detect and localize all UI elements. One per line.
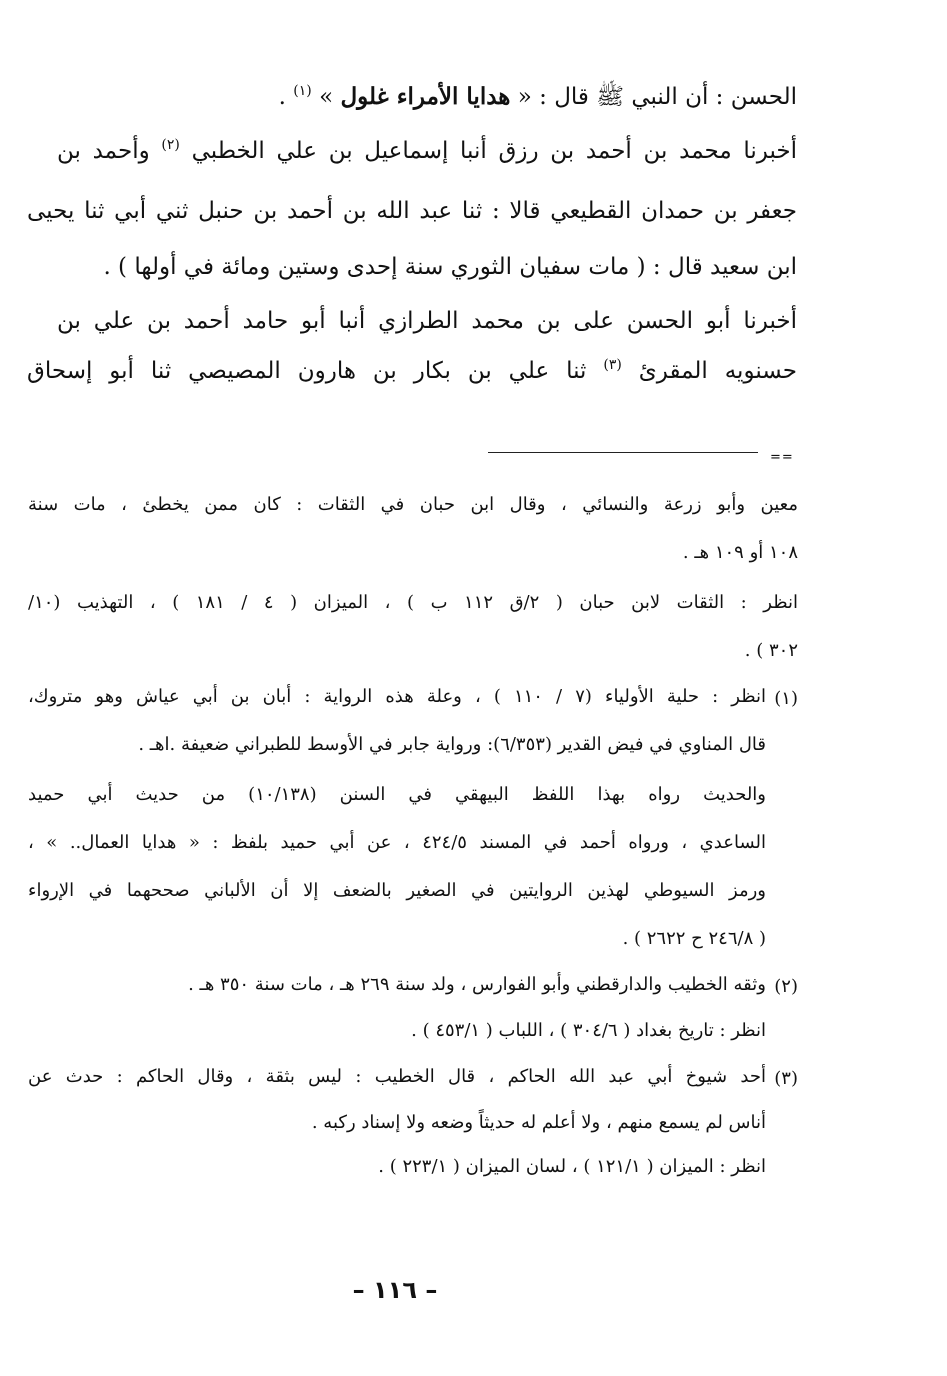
footnote-line: انظر : الميزان ( ١٢١/١ ) ، لسان الميزان ( ٢٢٣/١ ) . bbox=[378, 1156, 766, 1177]
main-text-line: أخبرنا أبو الحسن على بن محمد الطرازي أنبا أبو حامد أحمد بن علي بن bbox=[57, 308, 797, 334]
footnote-ref: (١) bbox=[293, 83, 312, 99]
footnote-line: قال المناوي في فيض القدير (٦/٣٥٣): ورواية جابر في الأوسط للطبراني ضعيفة .اهـ . bbox=[138, 734, 766, 755]
footnote-line: ورمز السيوطي لهذين الروايتين في الصغير بالضعف إلا أن الألباني صححهما في الإرواء bbox=[28, 880, 766, 901]
footnote-line: انظر : تاريخ بغداد ( ٣٠٤/٦ ) ، اللباب ( ٤٥٣/١ ) . bbox=[411, 1020, 766, 1041]
main-text-line: ابن سعيد قال : ( مات سفيان الثوري سنة إحدى وستين ومائة في أولها ) . bbox=[103, 254, 797, 280]
footnote-number: (١) bbox=[774, 688, 798, 709]
footnote-ref: (٣) bbox=[603, 357, 622, 373]
main-text-line: الحسن : أن النبي ﷺ قال : « هدايا الأمراء غلول » $^{(١)}$ . bbox=[278, 83, 797, 110]
footnote-line: ( ٢٤٦/٨ ح ٢٦٢٢ ) . bbox=[622, 928, 766, 949]
footnote-line: ٣٠٢ ) . bbox=[744, 640, 798, 661]
footnote-number: (٣) bbox=[774, 1068, 798, 1089]
main-text-line: أخبرنا محمد بن أحمد بن رزق أنبا إسماعيل بن علي الخطبي $^{(٢)}$ وأحمد بن bbox=[57, 137, 798, 164]
footnote-number: (٢) bbox=[774, 976, 798, 997]
footnote-line: الساعدي ، ورواه أحمد في المسند ٤٢٤/٥ ، عن أبي حميد بلفظ : « هدايا العمال.. » ، bbox=[28, 832, 766, 853]
footnote-line: ١٠٨ أو ١٠٩ هـ . bbox=[682, 542, 798, 563]
main-text-line: جعفر بن حمدان القطيعي قالا : ثنا عبد الله بن أحمد بن حنبل ثني أبي ثنا يحيى bbox=[27, 198, 797, 224]
footnote-line: معين وأبو زرعة والنسائي ، وقال ابن حبان في الثقات : كان ممن يخطئ ، مات سنة bbox=[28, 494, 798, 515]
continuation-mark: == bbox=[770, 450, 794, 465]
hadith-quote: هدايا الأمراء غلول bbox=[340, 83, 511, 110]
footnote-line: وثقه الخطيب والدارقطني وأبو الفوارس ، ولد سنة ٢٦٩ هـ ، مات سنة ٣٥٠ هـ . bbox=[188, 974, 766, 995]
footnote-ref: (٢) bbox=[161, 137, 180, 153]
footnote-line: أناس لم يسمع منهم ، ولا أعلم له حديثاً وضعه ولا إسناد ركبه . bbox=[311, 1112, 766, 1133]
footnote-line: أحد شيوخ أبي عبد الله الحاكم ، قال الخطيب : ليس بثقة ، وقال الحاكم : حدث عن bbox=[28, 1066, 766, 1087]
main-text-line: حسنويه المقرئ $^{(٣)}$ ثنا علي بن بكار بن هارون المصيصي ثنا أبو إسحاق bbox=[27, 357, 798, 384]
footnote-separator bbox=[488, 452, 758, 453]
footnote-line: انظر : الثقات لابن حبان ( ٢/ق ١١٢ ب ) ، الميزان ( ٤ / ١٨١ ) ، التهذيب (١٠/ bbox=[28, 592, 798, 613]
footnote-line: انظر : حلية الأولياء (٧ / ١١٠ ) ، وعلة هذه الرواية : أبان بن أبي عياش وهو متروك، bbox=[28, 686, 766, 707]
page-number: – ١١٦ – bbox=[352, 1276, 438, 1304]
footnote-line: والحديث رواه بهذا اللفظ البيهقي في السنن (١٠/١٣٨) من حديث أبي حميد bbox=[28, 784, 767, 805]
